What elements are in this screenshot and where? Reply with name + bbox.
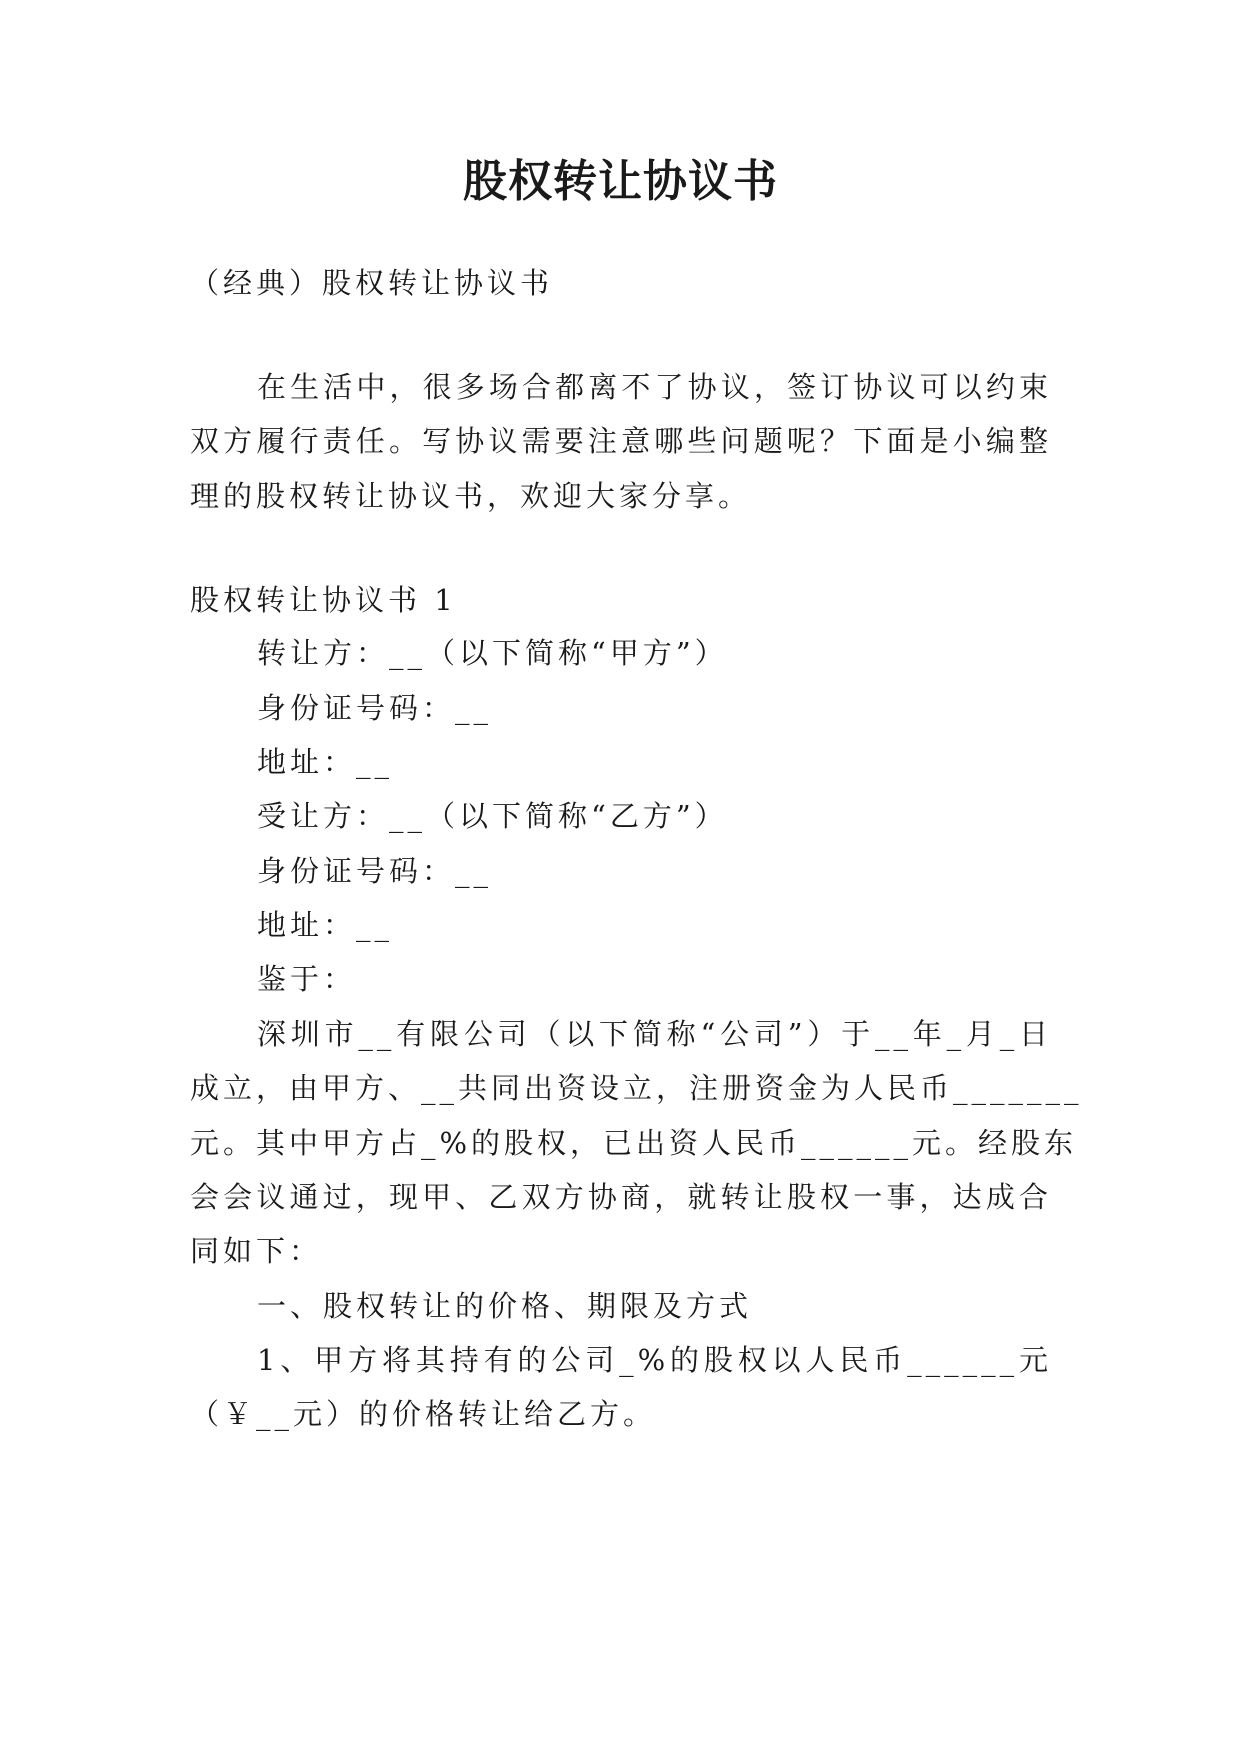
party-transferee: 受让方：__（以下简称“乙方”） [257, 799, 728, 833]
whereas-label: 鉴于： [257, 962, 357, 996]
whereas-line-2: 成立，由甲方、__共同出资设立，注册资金为人民币_______ [190, 1071, 1083, 1105]
party-transferor: 转让方：__（以下简称“甲方”） [257, 636, 728, 670]
party-transferor-id: 身份证号码：__ [257, 691, 493, 725]
section-heading: 股权转让协议书 1 [190, 583, 457, 617]
whereas-line-1: 深圳市__有限公司（以下简称“公司”）于__年_月_日 [257, 1017, 1052, 1051]
party-transferee-address: 地址：__ [257, 908, 394, 942]
whereas-line-3: 元。其中甲方占_%的股权，已出资人民币______元。经股东 [190, 1126, 1078, 1160]
party-transferee-id: 身份证号码：__ [257, 854, 493, 888]
clause-1-line-2: （￥__元）的价格转让给乙方。 [190, 1397, 657, 1431]
clause-1-line-1: 1、甲方将其持有的公司_%的股权以人民币______元 [257, 1343, 1052, 1377]
whereas-line-4: 会会议通过，现甲、乙双方协商，就转让股权一事，达成合 [190, 1180, 1052, 1214]
whereas-line-5: 同如下： [190, 1234, 323, 1268]
document-subtitle: （经典）股权转让协议书 [190, 266, 554, 300]
clause-heading: 一、股权转让的价格、期限及方式 [257, 1289, 753, 1323]
document-title: 股权转让协议书 [463, 156, 778, 207]
intro-line-1: 在生活中，很多场合都离不了协议，签订协议可以约束 [257, 370, 1052, 404]
intro-line-2: 双方履行责任。写协议需要注意哪些问题呢？下面是小编整 [190, 424, 1052, 458]
intro-line-3: 理的股权转让协议书，欢迎大家分享。 [190, 479, 752, 513]
party-transferor-address: 地址：__ [257, 745, 394, 779]
